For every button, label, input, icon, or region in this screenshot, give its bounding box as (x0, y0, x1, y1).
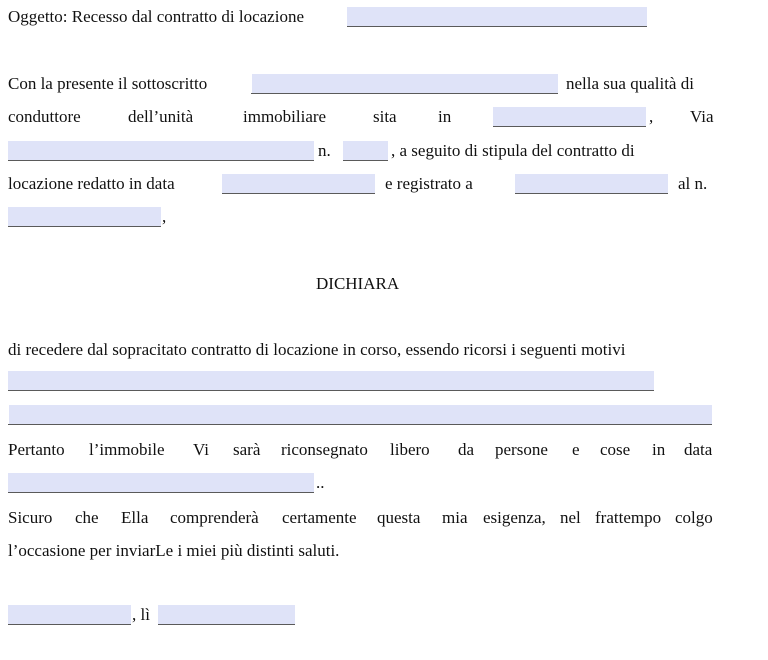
word-via: Via (690, 107, 714, 126)
word-da: da (458, 440, 475, 459)
li-text: , lì (132, 605, 150, 624)
word-riconsegnato: riconsegnato (281, 440, 368, 459)
return-date-field[interactable] (8, 473, 314, 493)
word-in: in (438, 107, 452, 126)
street-field[interactable] (8, 141, 314, 161)
word-libero: libero (390, 440, 430, 459)
word-questa: questa (377, 508, 421, 527)
word-in-2: in (652, 440, 666, 459)
word-mia: mia (442, 508, 468, 527)
intro-text-1: Con la presente il sottoscritto (8, 74, 208, 93)
word-immobiliare: immobiliare (243, 107, 327, 126)
intro-text-6: al n. (678, 174, 708, 193)
heading-dichiara: DICHIARA (316, 274, 400, 293)
intro-text-2: nella sua qualità di (566, 74, 694, 93)
word-cose: cose (600, 440, 631, 459)
word-unita: dell’unità (128, 107, 194, 126)
intro-text-4: locazione redatto in data (8, 174, 175, 193)
word-esigenza: esigenza, (483, 508, 546, 527)
occasione-text: l’occasione per inviarLe i miei più distinti saluti. (8, 541, 340, 560)
subject-label: Oggetto: Recesso dal contratto di locazione (8, 7, 304, 26)
comma-2: , (162, 207, 167, 226)
dots: .. (316, 473, 325, 492)
comma-1: , (649, 107, 654, 126)
intro-text-3: , a seguito di stipula del contratto di (391, 141, 635, 160)
word-data: data (684, 440, 713, 459)
word-sicuro: Sicuro (8, 508, 53, 527)
recede-text: di recedere dal sopracitato contratto di locazione in corso, essendo ricorsi i seguenti motivi (8, 340, 626, 359)
word-e: e (572, 440, 580, 459)
date-field[interactable] (158, 605, 295, 625)
reasons-field-1[interactable] (8, 371, 654, 391)
registration-place-field[interactable] (515, 174, 668, 194)
word-ella: Ella (121, 508, 149, 527)
reasons-field-2[interactable] (8, 405, 712, 425)
property-address-field[interactable] (347, 7, 647, 27)
word-nel: nel (560, 508, 581, 527)
word-frattempo: frattempo (595, 508, 662, 527)
word-comprendera: comprenderà (170, 508, 259, 527)
word-certamente: certamente (282, 508, 357, 527)
word-colgo: colgo (675, 508, 713, 527)
intro-text-5: e registrato a (385, 174, 473, 193)
word-limmobile: l’immobile (89, 440, 165, 459)
word-conduttore: conduttore (8, 107, 81, 126)
contract-date-field[interactable] (222, 174, 375, 194)
street-number-field[interactable] (343, 141, 388, 161)
word-sara: sarà (233, 440, 261, 459)
word-che: che (75, 508, 99, 527)
word-sita: sita (373, 107, 397, 126)
word-pertanto: Pertanto (8, 440, 65, 459)
place-field[interactable] (8, 605, 131, 625)
registration-number-field[interactable] (8, 207, 161, 227)
word-persone: persone (495, 440, 548, 459)
tenant-name-field[interactable] (251, 74, 558, 94)
word-vi: Vi (193, 440, 209, 459)
word-n: n. (318, 141, 331, 160)
city-field[interactable] (493, 107, 646, 127)
